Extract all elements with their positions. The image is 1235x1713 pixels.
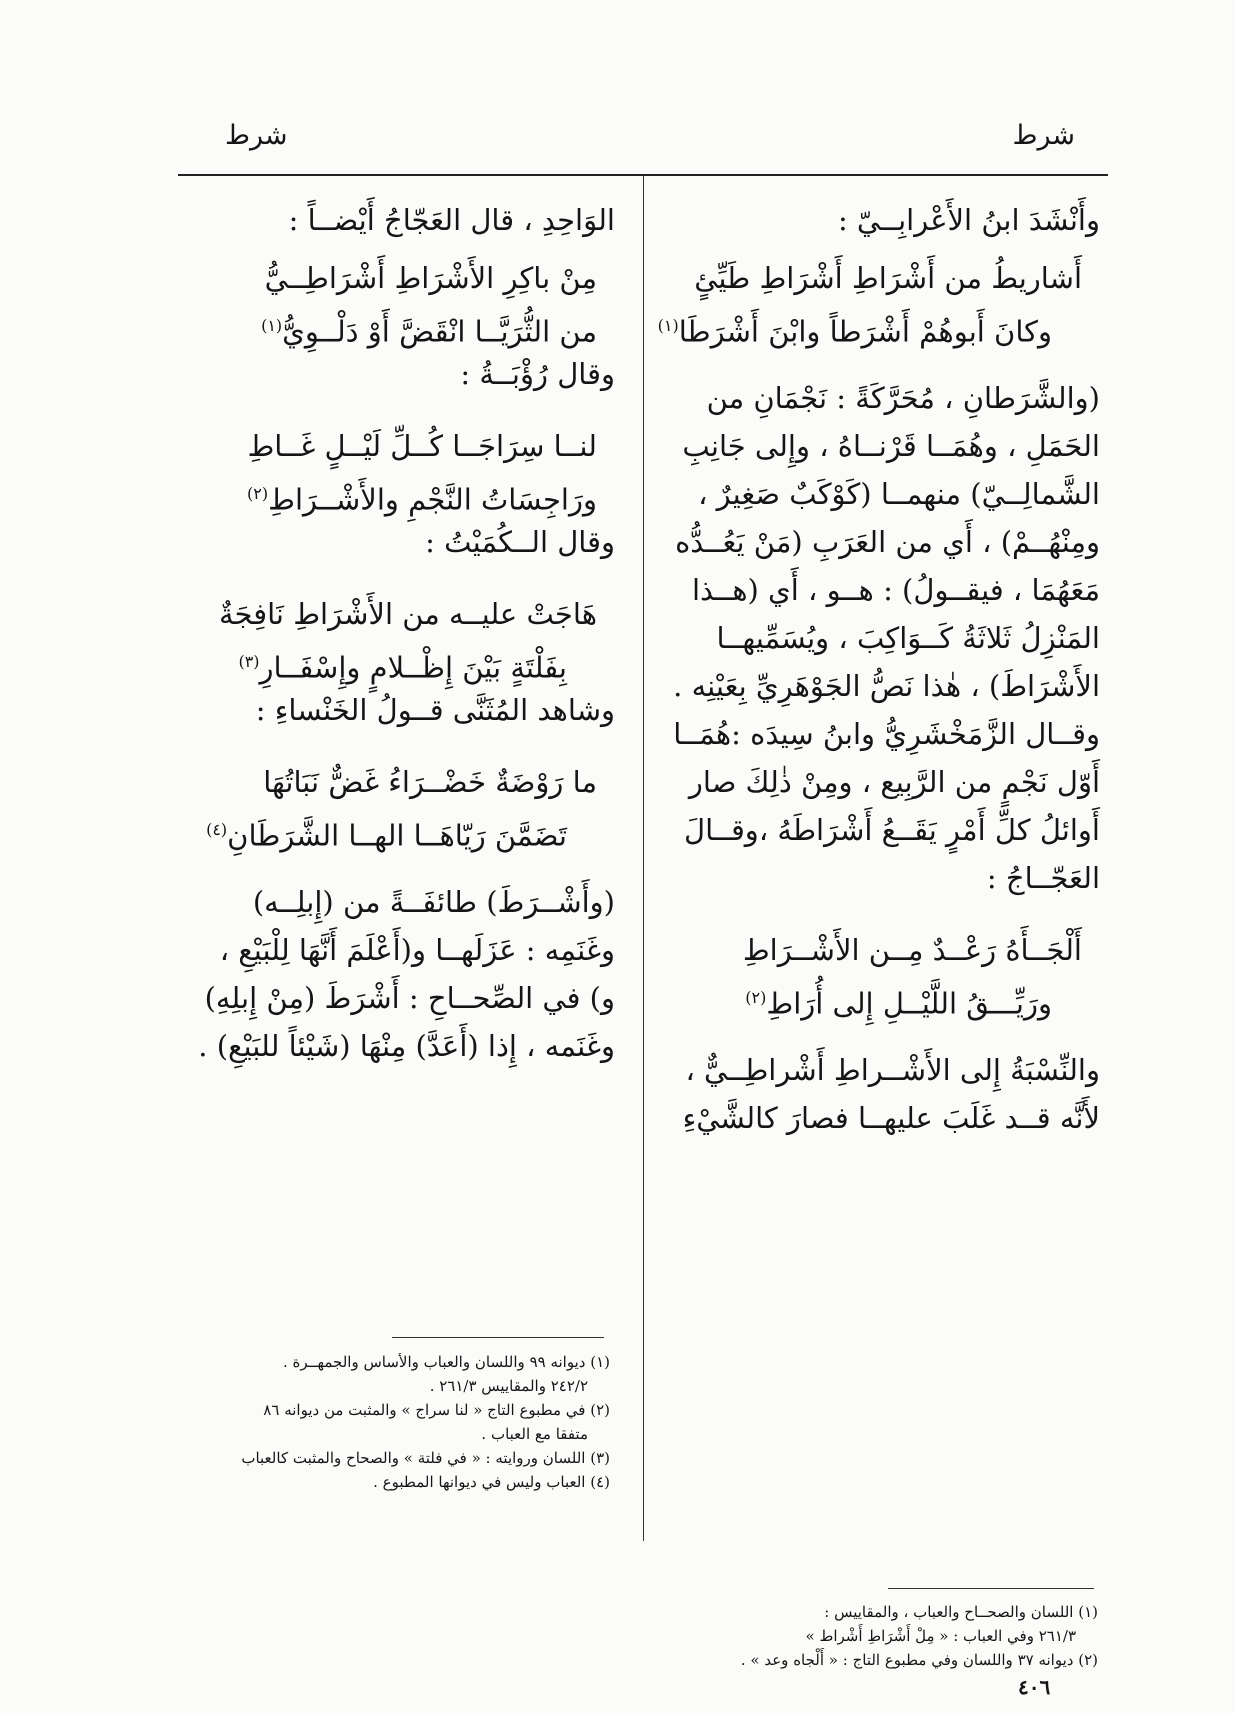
verse-line: ورَاجِسَاتُ النَّجْمِ والأَشْــرَاطِ$^{(٢)}$	[247, 482, 597, 517]
text-line: المَنْزِلُ ثَلاثَةُ كَــوَاكِبَ ، ويُسَمِّيهــا	[716, 621, 1100, 655]
verse-line: أَلْجَــأَهُ رَعْــدٌ مِــن الأَشْــرَاطِ	[742, 933, 1082, 967]
verse-line: ما رَوْضَةٌ خَضْــرَاءُ غَضٌّ نَبَاتُهَا	[263, 765, 597, 799]
footnote: (٢) ديوانه ٣٧ واللسان وفي مطبوع التاج : « أَلْجاه وعد » .	[740, 1651, 1098, 1669]
text-line: وقال الــكُمَيْتُ :	[425, 525, 615, 559]
text-line: الحَمَلِ ، وهُمَــا قَرْنــاهُ ، وإِلى جَانِبِ	[682, 429, 1100, 463]
text-line: وغَنَمه ، إِذا (أَعَدَّ) مِنْهَا (شَيْئاً للبَيْعِ) .	[198, 1029, 615, 1063]
text-line: (وأَشْــرَطَ) طائفَــةً من (إِبلِــه)	[252, 885, 615, 919]
text-line: وأَنْشَدَ ابنُ الأَعْرابِــيّ :	[837, 203, 1100, 237]
verse-line: لنــا سِرَاجَــا كُــلِّ لَيْــلٍ غَــاطِ	[247, 429, 597, 463]
text-line: أَوّل نَجْمٍ من الرَّبِيع ، ومِنْ ذٰلِكَ صار	[688, 765, 1100, 799]
footnote-rule-right	[888, 1588, 1094, 1589]
text-line: وغَنَمِه : عَزَلَهــا و(أَعْلَمَ أَنَّهَا لِلْبَيْعِ ،	[219, 933, 615, 967]
text-line: الوَاحِدِ ، قال العَجّاجُ أَيْضــاً :	[288, 203, 615, 237]
verse-line: بِفَلْتَةٍ بَيْنَ إِظْــلامٍ وإِسْفَــارِ$^{(٣)}$	[238, 650, 567, 685]
verse-line: أَشاريطُ من أَشْرَاطِ أَشْرَاطِ طَيِّئٍ	[694, 261, 1082, 295]
text-line: وقــال الزَّمَخْشَرِيُّ وابنُ سِيدَه :هُمَــا	[673, 717, 1100, 751]
footnote-marker: (٣)	[238, 652, 260, 671]
footnote-marker: (١)	[657, 316, 679, 335]
verse-line: تَضَمَّنَ رَيّاهَــا الهــا الشَّرَطَانِ$^{(٤)}$	[206, 818, 567, 853]
footnote: (٢) في مطبوع التاج « لنا سراج » والمثبت من ديوانه ٨٦	[263, 1401, 610, 1419]
page-number: ٤٠٦	[1018, 1675, 1051, 1699]
footnote-marker: (٢)	[745, 988, 767, 1007]
verse-line: مِنْ باكِرِ الأَشْرَاطِ أَشْرَاطِــيُّ	[264, 261, 597, 295]
text-line: العَجّــاجُ :	[986, 861, 1100, 895]
header-word-right: شرط	[1012, 120, 1075, 151]
footnote: (١) اللسان والصحــاح والعباب ، والمقاييس :	[824, 1603, 1098, 1621]
text-line: أَوائلُ كلِّ أَمْرٍ يَقَــعُ أَشْرَاطَهُ ،وقــالَ	[684, 813, 1100, 847]
text-line: وشاهد المُثَنَّى قــولُ الخَنْساءِ :	[255, 693, 615, 727]
right-column	[657, 196, 1100, 1142]
text-line: لأَنَّه قــد غَلَبَ عليهــا فصارَ كالشَّيْءِ	[682, 1101, 1100, 1135]
verse-line: ورَيِّـــقُ اللَّيْــلِ إِلى أُرَاطِ$^{(٢)}$	[745, 986, 1052, 1021]
verse-line: وكانَ أَبوهُمْ أَشْرَطاً وابْنَ أَشْرَطَا$^{(١)}$	[657, 314, 1052, 349]
text-line: الشَّمالِــيّ) منهمــا (كَوْكَبٌ صَغِيرٌ ،	[698, 477, 1100, 511]
footnote: (٤) العباب وليس في ديوانها المطبوع .	[373, 1473, 610, 1491]
verse-line: من الثُّرَيَّــا انْقَضَّ أَوْ دَلْــوِيُّ$^{(١)}$	[261, 314, 597, 349]
footnotes-right	[668, 1600, 1098, 1672]
text-line: و) في الصِّحــاحِ : أَشْرَطَ (مِنْ إِبلِهِ)	[204, 981, 615, 1015]
footnote: (١) ديوانه ٩٩ واللسان والعباب والأساس والجمهــرة .	[283, 1353, 610, 1371]
footnote-marker: (١)	[261, 316, 283, 335]
left-column	[185, 196, 615, 1070]
footnote: (٣) اللسان وروايته : « في فلتة » والصحاح والمثبت كالعباب	[241, 1449, 610, 1467]
text-line: والنِّسْبَةُ إِلى الأَشْــراطِ أَشْراطِــيٌّ ،	[685, 1053, 1100, 1087]
footnote-marker: (٤)	[206, 820, 228, 839]
text-line: (والشَّرَطانِ ، مُحَرَّكَةً : نَجْمَانِ من	[706, 381, 1100, 415]
text-line: ومِنْهُــمْ) ، أَي من العَرَبِ (مَنْ يَعُــدُّه	[675, 525, 1100, 559]
footnote: ٢٦١/٣ وفي العباب : « مِلْ أَشْرَاطِ أَشْراط »	[805, 1627, 1076, 1645]
column-divider	[643, 176, 644, 1541]
verse-line: هَاجَتْ عليــه من الأَشْرَاطِ نَافِجَةٌ	[218, 597, 597, 631]
text-line: الأَشْرَاطَ) ، هٰذا نَصُّ الجَوْهَرِيِّ بِعَيْنِه .	[673, 669, 1100, 703]
footnote: متفقا مع العباب .	[481, 1425, 588, 1443]
text-line: مَعَهُمَا ، فيقــولُ) : هــو ، أَي (هــذا	[691, 573, 1100, 607]
footnote-marker: (٢)	[247, 484, 269, 503]
header-word-left: شرط	[225, 120, 288, 151]
footnote-rule-left	[392, 1337, 604, 1338]
footnote: ٢٤٢/٢ والمقاييس ٢٦١/٣ .	[429, 1377, 588, 1395]
footnotes-left	[178, 1350, 610, 1494]
text-line: وقال رُؤْبَــةُ :	[460, 357, 615, 391]
